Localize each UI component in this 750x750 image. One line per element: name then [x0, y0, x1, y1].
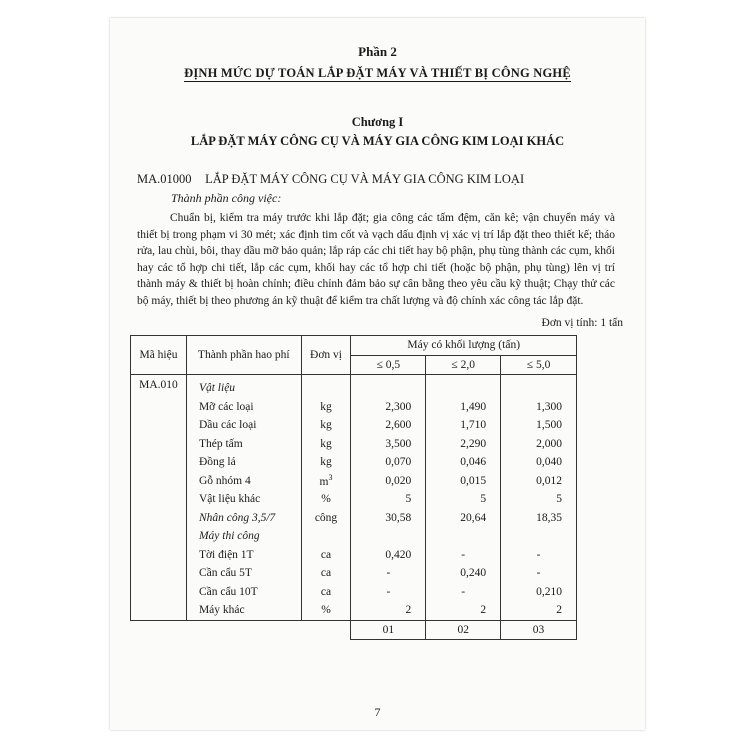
header-col-2: ≤ 2,0 — [426, 355, 501, 375]
row-name: Thép tấm — [186, 435, 301, 454]
row-value-3: 18,35 — [501, 509, 577, 528]
norms-table — [130, 335, 577, 640]
table-row — [131, 398, 577, 417]
document-page — [110, 18, 645, 730]
header-unit: Đơn vị — [301, 336, 351, 375]
section-title: LẮP ĐẶT MÁY CÔNG CỤ VÀ MÁY GIA CÔNG KIM LOẠI — [205, 172, 525, 186]
row-value-2: 0,015 — [426, 472, 501, 491]
row-value-2: 2,290 — [426, 435, 501, 454]
work-description: Chuẩn bị, kiểm tra máy trước khi lắp đặt; gia công các tấm đệm, căn kê; vận chuyển máy và thiết bị trong phạm vi 30 mét; xác định tim cốt và vạch dấu định vị xác vị trí lắp đặt theo thiết kế; tháo rửa, lau chùi, bôi, thay dầu mỡ bảo quản; lắp ráp các chi tiết hay bộ phận, phụ tùng thành các cụm, khối hay các tổ hợp chi tiết, lắp các cụm, khối hay các tổ hợp chi tiết (hoặc bộ phận, phụ tùng) lên vị trí thành máy & thiết bị hoàn chỉnh; điều chỉnh đảm bảo sự cân bằng theo yêu cầu kỹ thuật; Chạy thử các bộ máy, thiết bị theo phương án kỹ thuật để kiểm tra chất lượng và độ chính xác công tác lắp đặt. — [137, 212, 615, 307]
row-unit: kg — [301, 453, 351, 472]
row-value-2: 0,240 — [426, 564, 501, 583]
row-name: Đồng lá — [186, 453, 301, 472]
row-value-2: 20,64 — [426, 509, 501, 528]
row-unit-exponent: 3 — [328, 473, 333, 483]
row-value-2: 5 — [426, 490, 501, 509]
table-row — [131, 509, 577, 528]
table-footer-row — [131, 620, 577, 639]
row-value-3: - — [501, 546, 577, 565]
row-unit: công — [301, 509, 351, 528]
row-unit: kg — [301, 398, 351, 417]
row-name: Vật liệu — [186, 375, 301, 398]
row-value-3: 0,210 — [501, 583, 577, 602]
table-row — [131, 375, 577, 398]
row-value-2: - — [426, 583, 501, 602]
row-unit — [301, 527, 351, 546]
row-name: Máy thi công — [186, 527, 301, 546]
row-value-2: - — [426, 546, 501, 565]
footer-code-3: 03 — [501, 620, 577, 639]
row-value-1: 5 — [351, 490, 426, 509]
row-value-1: 3,500 — [351, 435, 426, 454]
row-value-2: 2 — [426, 601, 501, 620]
row-unit — [301, 472, 351, 491]
table-row — [131, 435, 577, 454]
footer-code-2: 02 — [426, 620, 501, 639]
row-value-2: 1,710 — [426, 416, 501, 435]
row-name: Cần cẩu 5T — [186, 564, 301, 583]
table-row — [131, 564, 577, 583]
section-heading — [137, 172, 524, 187]
row-value-1: - — [351, 583, 426, 602]
row-value-3: 1,500 — [501, 416, 577, 435]
chapter-subtitle: LẮP ĐẶT MÁY CÔNG CỤ VÀ MÁY GIA CÔNG KIM LOẠI KHÁC — [190, 134, 565, 148]
work-heading: Thành phần công việc: — [171, 191, 282, 205]
header-col-3: ≤ 5,0 — [501, 355, 577, 375]
row-unit: ca — [301, 546, 351, 565]
part-subtitle-text: ĐỊNH MỨC DỰ TOÁN LẮP ĐẶT MÁY VÀ THIẾT BỊ CÔNG NGHỆ — [184, 66, 571, 80]
row-value-2 — [426, 527, 501, 546]
table-row — [131, 472, 577, 491]
row-unit: % — [301, 490, 351, 509]
footer-code-1: 01 — [351, 620, 426, 639]
row-unit: kg — [301, 435, 351, 454]
part-subtitle — [110, 66, 645, 81]
row-value-1 — [351, 375, 426, 398]
row-value-1: - — [351, 564, 426, 583]
header-col-1: ≤ 0,5 — [351, 355, 426, 375]
row-value-2: 1,490 — [426, 398, 501, 417]
row-value-1: 2,600 — [351, 416, 426, 435]
footer-blank — [131, 620, 187, 639]
row-name: Máy khác — [186, 601, 301, 620]
footer-blank — [186, 620, 301, 639]
table-row — [131, 601, 577, 620]
table-row — [131, 490, 577, 509]
row-name: Tời điện 1T — [186, 546, 301, 565]
row-name: Vật liệu khác — [186, 490, 301, 509]
row-value-1 — [351, 527, 426, 546]
page-number: 7 — [374, 705, 381, 719]
row-value-1: 0,070 — [351, 453, 426, 472]
row-unit-base: m — [319, 476, 329, 489]
row-value-3: 2,000 — [501, 435, 577, 454]
table-row — [131, 453, 577, 472]
row-value-3: 2 — [501, 601, 577, 620]
header-code: Mã hiệu — [131, 336, 187, 375]
row-value-3: - — [501, 564, 577, 583]
row-value-1: 2 — [351, 601, 426, 620]
part-title: Phần 2 — [358, 44, 397, 59]
row-value-1: 2,300 — [351, 398, 426, 417]
chapter-title: Chương I — [351, 115, 404, 129]
row-value-2 — [426, 375, 501, 398]
row-value-1: 0,420 — [351, 546, 426, 565]
row-unit — [301, 375, 351, 398]
row-value-1: 30,58 — [351, 509, 426, 528]
row-value-3: 0,040 — [501, 453, 577, 472]
header-group: Máy có khối lượng (tấn) — [351, 336, 577, 356]
row-name: Dầu các loại — [186, 416, 301, 435]
row-value-3 — [501, 375, 577, 398]
table-row — [131, 527, 577, 546]
row-unit: ca — [301, 583, 351, 602]
row-value-3: 0,012 — [501, 472, 577, 491]
header-component: Thành phần hao phí — [186, 336, 301, 375]
row-name: Mỡ các loại — [186, 398, 301, 417]
row-unit: % — [301, 601, 351, 620]
row-unit: kg — [301, 416, 351, 435]
row-value-3: 1,300 — [501, 398, 577, 417]
row-name: Cần cẩu 10T — [186, 583, 301, 602]
row-value-3: 5 — [501, 490, 577, 509]
row-value-1: 0,020 — [351, 472, 426, 491]
row-code: MA.010 — [131, 375, 187, 621]
table-row — [131, 546, 577, 565]
row-name: Gỗ nhóm 4 — [186, 472, 301, 491]
table-row — [131, 583, 577, 602]
unit-label: Đơn vị tính: 1 tấn — [541, 317, 623, 329]
section-code: MA.01000 — [137, 172, 192, 186]
row-value-3 — [501, 527, 577, 546]
table-row — [131, 416, 577, 435]
row-unit: ca — [301, 564, 351, 583]
footer-blank — [301, 620, 351, 639]
row-value-2: 0,046 — [426, 453, 501, 472]
row-name: Nhân công 3,5/7 — [186, 509, 301, 528]
